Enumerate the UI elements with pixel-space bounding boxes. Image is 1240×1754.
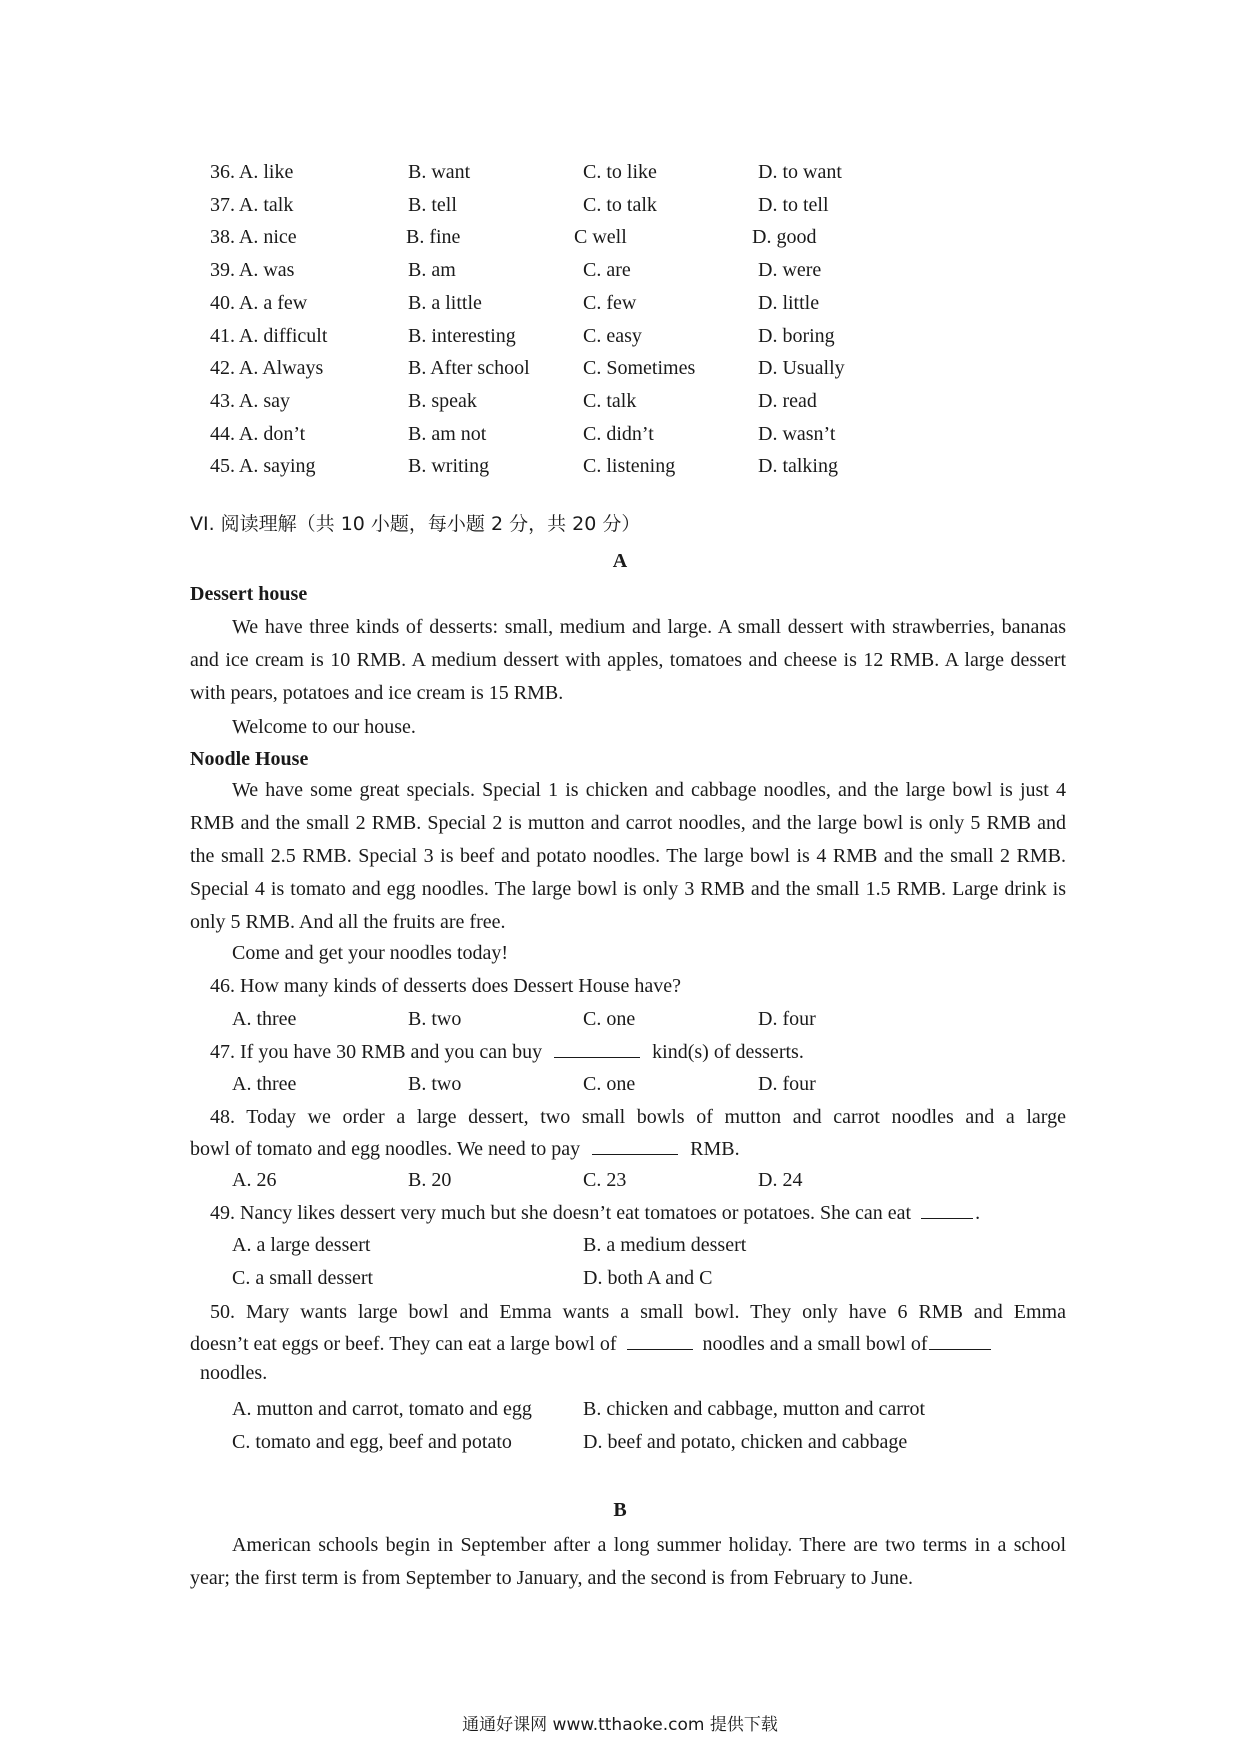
- noodle-come: Come and get your noodles today!: [232, 942, 509, 964]
- q50-option-a: A. mutton and carrot, tomato and egg: [232, 1398, 532, 1420]
- cloze-option-row: [0, 354, 1240, 382]
- cloze-option-b: B. speak: [408, 389, 477, 412]
- cloze-option-row: [0, 256, 1240, 284]
- cloze-option-c: C. talk: [583, 389, 637, 412]
- q47-stem-pre: 47. If you have 30 RMB and you can buy: [210, 1041, 543, 1063]
- section-title: VI. 阅读理解（共 10 小题，每小题 2 分，共 20 分）: [190, 513, 641, 535]
- cloze-option-a: 44. A. don’t: [210, 422, 306, 445]
- cloze-option-d: D. read: [758, 389, 817, 412]
- cloze-option-b: B. a little: [408, 291, 482, 314]
- cloze-option-c: C. listening: [583, 455, 676, 478]
- cloze-option-c: C. to like: [583, 161, 657, 183]
- cloze-option-row: [0, 191, 1240, 219]
- question-50-line3: noodles.: [200, 1362, 268, 1384]
- cloze-option-b: B. After school: [408, 357, 530, 380]
- cloze-option-c: C. to talk: [583, 193, 657, 216]
- cloze-option-a: 40. A. a few: [210, 291, 308, 314]
- cloze-option-row: [0, 289, 1240, 317]
- q47-option-b: B. two: [408, 1073, 462, 1095]
- question-47: [210, 1038, 804, 1066]
- cloze-option-a: 43. A. say: [210, 389, 290, 412]
- q47-option-c: C. one: [583, 1073, 636, 1095]
- cloze-option-c: C. didn’t: [583, 422, 654, 445]
- q46-options: [0, 1005, 1240, 1033]
- q48-options: [0, 1166, 1240, 1194]
- cloze-option-a: 37. A. talk: [210, 193, 294, 216]
- cloze-option-row: [0, 387, 1240, 415]
- cloze-option-d: D. Usually: [758, 357, 845, 380]
- cloze-option-c: C well: [574, 226, 627, 249]
- q49-stem-pre: 49. Nancy likes dessert very much but she doesn’t eat tomatoes or potatoes. She can eat: [210, 1202, 912, 1224]
- q47-stem-post: kind(s) of desserts.: [652, 1041, 804, 1063]
- question-48-line1: 48. Today we order a large dessert, two small bowls of mutton and carrot noodles and a large: [210, 1106, 1066, 1128]
- q47-blank: [554, 1039, 640, 1058]
- q50-options-row1: [0, 1395, 1240, 1423]
- cloze-option-c: C. few: [583, 291, 637, 314]
- cloze-option-d: D. boring: [758, 324, 835, 347]
- cloze-option-a: 39. A. was: [210, 259, 295, 282]
- cloze-option-c: C. are: [583, 259, 631, 282]
- q48-stem-post: RMB.: [690, 1138, 740, 1160]
- cloze-option-a: 45. A. saying: [210, 455, 316, 478]
- cloze-option-d: D. to want: [758, 161, 842, 183]
- q50-option-b: B. chicken and cabbage, mutton and carrot: [583, 1398, 926, 1420]
- q50-stem-mid: noodles and a small bowl of: [702, 1333, 928, 1355]
- cloze-option-b: B. writing: [408, 455, 490, 478]
- cloze-option-a: 36. A. like: [210, 161, 294, 183]
- cloze-option-row: [0, 158, 1240, 186]
- part-a-label: A: [612, 550, 628, 572]
- question-50-line1: 50. Mary wants large bowl and Emma wants a small bowl. They only have 6 RMB and Emma: [210, 1301, 1066, 1323]
- q50-blank-2: [929, 1331, 991, 1350]
- q50-option-d: D. beef and potato, chicken and cabbage: [583, 1431, 908, 1453]
- cloze-option-a: 41. A. difficult: [210, 324, 328, 347]
- cloze-option-b: B. want: [408, 161, 471, 183]
- q49-option-c: C. a small dessert: [232, 1267, 374, 1289]
- cloze-option-a: 42. A. Always: [210, 357, 324, 380]
- dessert-paragraph: We have three kinds of desserts: small, medium and large. A small dessert with strawberries, bananas and ice cream is 10 RMB. A medium dessert with apples, tomatoes and cheese is 12 RMB. A large dessert with pears, potatoes and ice cream is 15 RMB.: [190, 616, 1066, 704]
- q50-blank-1: [627, 1331, 693, 1350]
- part-b-paragraph: American schools begin in September after a long summer holiday. There are two terms in a school year; the first term is from September to January, and the second is from February to June.: [190, 1534, 1066, 1589]
- q49-option-a: A. a large dessert: [232, 1234, 371, 1256]
- cloze-option-row: [0, 452, 1240, 480]
- cloze-option-b: B. am: [408, 259, 456, 282]
- cloze-option-d: D. talking: [758, 455, 838, 478]
- cloze-option-a: 38. A. nice: [210, 226, 297, 249]
- q50-stem-pre: doesn’t eat eggs or beef. They can eat a large bowl of: [190, 1333, 617, 1355]
- cloze-option-d: D. were: [758, 259, 822, 282]
- part-b-label: B: [613, 1499, 627, 1521]
- q50-option-c: C. tomato and egg, beef and potato: [232, 1431, 512, 1453]
- q46-option-c: C. one: [583, 1008, 636, 1030]
- q47-option-d: D. four: [758, 1073, 816, 1095]
- dessert-heading: Dessert house: [190, 583, 308, 605]
- q48-option-c: C. 23: [583, 1169, 627, 1191]
- q49-option-b: B. a medium dessert: [583, 1234, 747, 1256]
- q49-stem-post: .: [975, 1202, 981, 1224]
- q48-option-a: A. 26: [232, 1169, 277, 1191]
- q46-option-d: D. four: [758, 1008, 816, 1030]
- cloze-option-c: C. Sometimes: [583, 357, 696, 380]
- q49-options-row1: [0, 1231, 1240, 1259]
- cloze-option-d: D. little: [758, 291, 820, 314]
- q48-stem-pre: bowl of tomato and egg noodles. We need to pay: [190, 1138, 581, 1160]
- q48-blank: [592, 1136, 678, 1155]
- q49-option-d: D. both A and C: [583, 1267, 713, 1289]
- q47-option-a: A. three: [232, 1073, 297, 1095]
- noodle-paragraph: We have some great specials. Special 1 is chicken and cabbage noodles, and the large bowl is just 4 RMB and the small 2 RMB. Special 2 is mutton and carrot noodles, and the large bowl is only 5 RMB and the small 2.5 RMB. Special 3 is beef and potato noodles. The large bowl is 4 RMB and the small 2 RMB. Special 4 is tomato and egg noodles. The large bowl is only 3 RMB and the small 1.5 RMB. Large drink is only 5 RMB. And all the fruits are free.: [190, 779, 1066, 933]
- noodle-heading: Noodle House: [190, 748, 309, 770]
- question-48-line2: [190, 1135, 740, 1163]
- cloze-option-d: D. wasn’t: [758, 422, 836, 445]
- dessert-welcome: Welcome to our house.: [232, 716, 416, 738]
- q48-option-b: B. 20: [408, 1169, 452, 1191]
- q46-option-b: B. two: [408, 1008, 462, 1030]
- q49-options-row2: [0, 1264, 1240, 1292]
- cloze-option-d: D. to tell: [758, 193, 829, 216]
- cloze-option-c: C. easy: [583, 324, 642, 347]
- q46-option-a: A. three: [232, 1008, 297, 1030]
- q48-option-d: D. 24: [758, 1169, 803, 1191]
- q49-blank: [921, 1200, 973, 1219]
- cloze-option-b: B. fine: [406, 226, 461, 249]
- cloze-option-b: B. am not: [408, 422, 487, 445]
- cloze-option-d: D. good: [752, 226, 817, 249]
- q50-options-row2: [0, 1428, 1240, 1456]
- footer-text: 通通好课网 www.tthaoke.com 提供下载: [462, 1715, 778, 1735]
- question-50-line2: [190, 1330, 991, 1358]
- cloze-option-row: [0, 322, 1240, 350]
- cloze-option-row: [0, 420, 1240, 448]
- question-46: 46. How many kinds of desserts does Dessert House have?: [210, 975, 682, 997]
- cloze-option-b: B. tell: [408, 193, 457, 216]
- cloze-option-row: [0, 223, 1240, 251]
- question-49: [210, 1199, 980, 1227]
- cloze-option-b: B. interesting: [408, 324, 516, 347]
- q47-options: [0, 1070, 1240, 1098]
